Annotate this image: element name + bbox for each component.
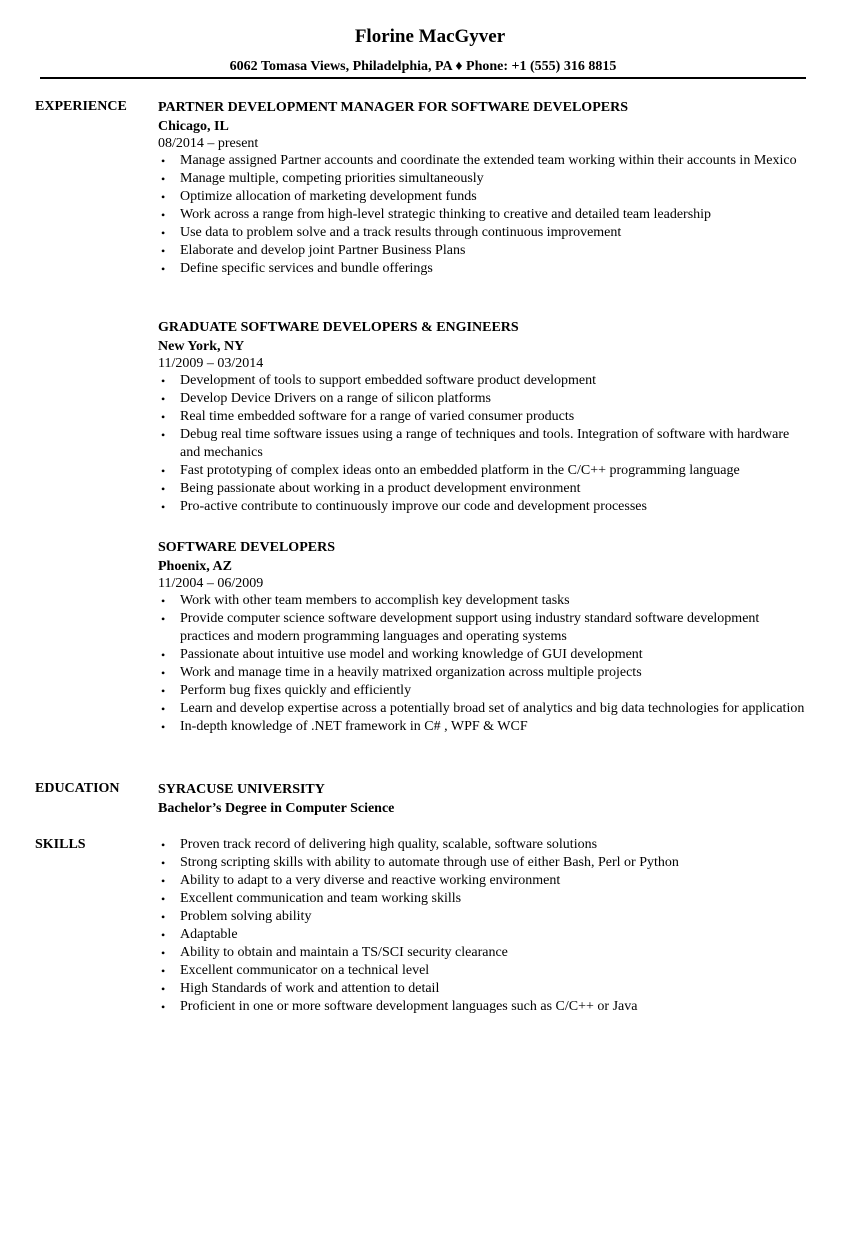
job-title: SOFTWARE DEVELOPERS <box>158 540 335 555</box>
job-bullets <box>158 592 808 736</box>
job-title: GRADUATE SOFTWARE DEVELOPERS & ENGINEERS <box>158 320 519 335</box>
job-entry <box>158 539 808 736</box>
list-item: • Ability to obtain and maintain a TS/SCI security clearance <box>180 944 808 962</box>
list-item: • Work and manage time in a heavily matrixed organization across multiple projects <box>180 664 808 682</box>
job-location: Chicago, IL <box>158 119 229 134</box>
job-dates: 11/2004 – 06/2009 <box>158 576 264 591</box>
list-item: • Proficient in one or more software development languages such as C/C++ or Java <box>180 998 808 1016</box>
list-item: • Pro-active contribute to continuously improve our code and development processes <box>180 498 808 516</box>
list-item: • Optimize allocation of marketing development funds <box>180 188 808 206</box>
job-entry <box>158 319 808 516</box>
section-label-education: EDUCATION <box>35 781 120 796</box>
list-item: • Debug real time software issues using a range of techniques and tools. Integration of software with hardware and mechanics <box>180 426 808 462</box>
list-item: • Proven track record of delivering high quality, scalable, software solutions <box>180 836 808 854</box>
list-item: • Adaptable <box>180 926 808 944</box>
list-item: • Perform bug fixes quickly and efficiently <box>180 682 808 700</box>
list-item: • Passionate about intuitive use model and working knowledge of GUI development <box>180 646 808 664</box>
list-item: • High Standards of work and attention to detail <box>180 980 808 998</box>
list-item: • Strong scripting skills with ability to automate through use of either Bash, Perl or Python <box>180 854 808 872</box>
skills-list <box>158 836 808 1016</box>
list-item: • Manage multiple, competing priorities simultaneously <box>180 170 808 188</box>
job-dates: 08/2014 – present <box>158 136 259 151</box>
job-title: PARTNER DEVELOPMENT MANAGER FOR SOFTWARE DEVELOPERS <box>158 100 628 115</box>
job-entry <box>158 99 808 278</box>
job-bullets <box>158 152 808 278</box>
list-item: • Excellent communication and team working skills <box>180 890 808 908</box>
list-item: • Excellent communicator on a technical level <box>180 962 808 980</box>
list-item: • Define specific services and bundle offerings <box>180 260 808 278</box>
list-item: • In-depth knowledge of .NET framework in C# , WPF & WCF <box>180 718 808 736</box>
list-item: • Real time embedded software for a range of varied consumer products <box>180 408 808 426</box>
list-item: • Work across a range from high-level strategic thinking to creative and detailed team leadership <box>180 206 808 224</box>
education-entry <box>158 781 808 818</box>
skills-bullets <box>158 836 808 1016</box>
list-item: • Elaborate and develop joint Partner Business Plans <box>180 242 808 260</box>
list-item: • Development of tools to support embedded software product development <box>180 372 808 390</box>
list-item: • Develop Device Drivers on a range of silicon platforms <box>180 390 808 408</box>
job-location: New York, NY <box>158 339 245 354</box>
job-dates: 11/2009 – 03/2014 <box>158 356 264 371</box>
contact-line: 6062 Tomasa Views, Philadelphia, PA ♦ Phone: +1 (555) 316 8815 <box>229 59 617 74</box>
list-item: • Being passionate about working in a product development environment <box>180 480 808 498</box>
section-label-experience: EXPERIENCE <box>35 99 127 114</box>
list-item: • Manage assigned Partner accounts and coordinate the extended team working within their accounts in Mexico <box>180 152 808 170</box>
job-bullets <box>158 372 808 516</box>
candidate-name: Florine MacGyver <box>354 26 506 47</box>
list-item: • Learn and develop expertise across a potentially broad set of analytics and big data technologies for application <box>180 700 808 718</box>
list-item: • Work with other team members to accomplish key development tasks <box>180 592 808 610</box>
list-item: • Problem solving ability <box>180 908 808 926</box>
list-item: • Provide computer science software development support using industry standard software development practices and modern programming languages and operating systems <box>180 610 808 646</box>
job-location: Phoenix, AZ <box>158 559 232 574</box>
degree: Bachelor’s Degree in Computer Science <box>158 801 395 816</box>
list-item: • Use data to problem solve and a track results through continuous improvement <box>180 224 808 242</box>
list-item: • Ability to adapt to a very diverse and reactive working environment <box>180 872 808 890</box>
list-item: • Fast prototyping of complex ideas onto an embedded platform in the C/C++ programming language <box>180 462 808 480</box>
header-divider <box>40 77 806 79</box>
section-label-skills: SKILLS <box>35 837 86 852</box>
school-name: SYRACUSE UNIVERSITY <box>158 782 325 797</box>
